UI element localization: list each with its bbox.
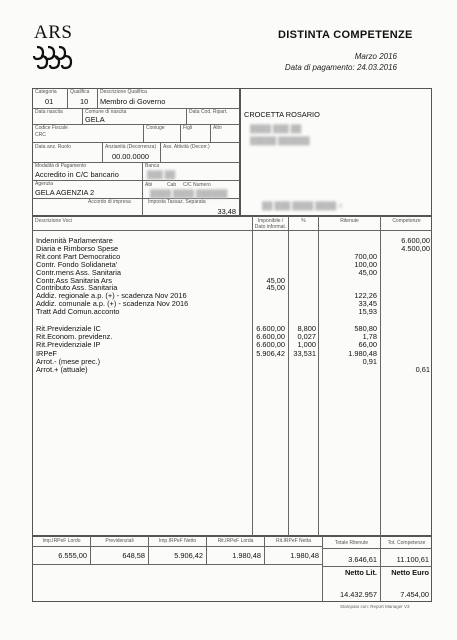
redacted-bank: ███ ██ — [147, 170, 176, 179]
col-imponibile-header: Imponibile / — [257, 218, 284, 224]
row-desc: Diaria e Rimborso Spese — [36, 243, 119, 253]
figli-label: Figli — [183, 125, 193, 131]
data-cod-ripart-label: Data Cod. Ripart. — [189, 109, 228, 115]
abi-label: Abi — [145, 182, 153, 188]
row-perc: 1,000 — [297, 340, 316, 350]
imp-irpef-netto-value: 5.906,42 — [174, 551, 203, 560]
cab-label: Cab — [167, 182, 177, 188]
qualifica-label: Qualifica — [70, 89, 90, 95]
data-nascita-label: Data nascita — [35, 109, 63, 115]
col-imponibile2-header: Dato informat. — [254, 224, 287, 230]
row-desc: Rit.Previdenziale IP — [36, 340, 101, 350]
row-ritenute: 700,00 — [354, 251, 377, 261]
row-desc: Rit.Econom. previdenz. — [36, 332, 113, 342]
employee-name: CROCETTA ROSARIO — [244, 110, 320, 119]
row-imponibile: 45,00 — [266, 283, 285, 293]
desc-qualifica-value: Membro di Governo — [100, 97, 166, 106]
col-perc-header: % — [301, 218, 306, 224]
col-desc-header: Descrizione Voci — [35, 218, 72, 224]
ass-label: Ass. Attività (Decorr.) — [163, 144, 210, 150]
coniuge-label: Coniuge — [146, 125, 165, 131]
row-desc: Arrot.- (mese prec.) — [36, 356, 101, 366]
row-ritenute: 100,00 — [354, 259, 377, 269]
categoria-value: 01 — [45, 97, 54, 106]
previdenziali-value: 648,58 — [122, 551, 145, 560]
row-desc: Rit.cont Part Democratico — [36, 251, 121, 261]
row-ritenute: 1,78 — [362, 332, 377, 342]
banca-label: Banca — [145, 163, 160, 169]
previdenziali-label: Previdenziali — [105, 538, 134, 544]
col-competenze-header: Competenze — [392, 218, 421, 224]
row-ritenute: 1.980,48 — [348, 348, 377, 358]
redacted-iban: ██ ███ ████ ████ 4 — [262, 201, 343, 210]
imp-irpef-lordo-label: Imp.IRPeF Lordo — [42, 538, 81, 544]
document-title: DISTINTA COMPETENZE — [278, 29, 413, 41]
row-desc: Addiz. regionale a.p. (+) - scadenza Nov 2016 — [36, 291, 187, 301]
info-right-box — [240, 88, 432, 216]
row-desc: Indennità Parlamentare — [36, 236, 113, 245]
codice-fiscale-value: CRC — [35, 132, 46, 138]
rit-irpef-lorda-label: Rit.IRPeF Lorda — [217, 538, 254, 544]
row-ritenute: 0,91 — [362, 356, 377, 366]
row-imponibile: 6.600,00 — [256, 324, 285, 333]
anzianita-label: Anzianità (Decorrenza) — [105, 144, 157, 150]
row-perc: 8,800 — [297, 324, 316, 333]
redacted-account: ████ ████ ██████ — [150, 189, 228, 198]
accordo-label: Accordo di impresa — [88, 199, 131, 205]
codice-fiscale-label: Codice Fiscale — [35, 125, 68, 131]
totale-ritenute-label: Totale Ritenute — [334, 540, 369, 546]
payment-date: Data di pagamento: 24.03.2016 — [284, 63, 397, 72]
row-desc: Rit.Previdenziale IC — [36, 324, 101, 333]
col-ritenute-header: Ritenute — [340, 218, 359, 224]
row-ritenute: 580,80 — [354, 324, 377, 333]
row-perc: 33,531 — [293, 348, 316, 358]
netto-lit-value: 14.432.957 — [340, 590, 377, 599]
altri-label: Altri — [213, 125, 222, 131]
ars-logo-icon — [32, 44, 74, 70]
imposta-label: Imposta Tassaz. Separata — [148, 199, 206, 205]
row-competenze: 6.600,00 — [401, 236, 430, 245]
rit-irpef-lorda-value: 1.980,48 — [232, 551, 261, 560]
rit-irpef-netta-value: 1.980,48 — [290, 551, 319, 560]
imposta-value: 33,48 — [217, 207, 236, 216]
agenzia-value: GELA AGENZIA 2 — [35, 188, 95, 197]
comune-nascita-label: Comune di nascita — [85, 109, 127, 115]
row-desc: Arrot.+ (attuale) — [36, 365, 88, 374]
redacted-city: █████ ██████ — [250, 136, 310, 145]
row-competenze: 0,61 — [415, 365, 430, 374]
numero-label: C/C Numero — [183, 182, 211, 188]
row-desc: Tratt Add Comun.acconto — [36, 307, 120, 317]
row-desc: Contributo Ass. Sanitaria — [36, 283, 118, 293]
row-ritenute: 15,93 — [358, 307, 377, 317]
modalita-label: Modalità di Pagamento — [35, 163, 87, 169]
qualifica-value: 10 — [80, 97, 89, 106]
desc-qualifica-label: Descrizione Qualifica — [100, 89, 147, 95]
redacted-address: ████ ███ ██ — [250, 124, 302, 133]
categoria-label: Categoria — [35, 89, 57, 95]
row-desc: Addiz. comunale a.p. (+) - scadenza Nov 2016 — [36, 299, 189, 309]
row-competenze: 4.500,00 — [401, 243, 430, 253]
netto-euro-value: 7.454,00 — [400, 590, 429, 599]
anzianita-value: 00.00.0000 — [112, 152, 149, 161]
ars-logo-text: ARS — [34, 22, 73, 43]
tot-competenze-value: 11.100,61 — [396, 555, 429, 564]
netto-euro-label: Netto Euro — [391, 568, 429, 577]
modalita-value: Accredito in C/C bancario — [35, 170, 119, 179]
row-imponibile: 45,00 — [266, 275, 285, 285]
imp-irpef-netto-label: Imp.IRPeF Netto — [158, 538, 197, 544]
row-desc: IRPeF — [36, 348, 57, 358]
totale-ritenute-value: 3.646,61 — [348, 555, 377, 564]
row-imponibile: 6.600,00 — [256, 332, 285, 342]
agenzia-label: Agenzia — [35, 181, 54, 187]
row-desc: Contr. Fondo Solidaneta' — [36, 259, 118, 269]
rit-irpef-netta-label: Rit.IRPeF Netta — [275, 538, 311, 544]
data-anz-label: Data anz. Ruolo — [35, 144, 71, 150]
row-ritenute: 45,00 — [358, 267, 377, 277]
row-desc: Contr.Ass Sanitaria Ars — [36, 275, 112, 285]
row-imponibile: 5.906,42 — [256, 348, 285, 358]
netto-lit-label: Netto Lit. — [344, 568, 377, 577]
row-ritenute: 66,00 — [358, 340, 377, 350]
row-desc: Contr.mens Ass. Sanitaria — [36, 267, 122, 277]
row-perc: 0,027 — [297, 332, 316, 342]
row-ritenute: 33,45 — [358, 299, 377, 309]
comune-nascita-value: GELA — [85, 115, 105, 124]
row-imponibile: 6.600,00 — [256, 340, 285, 350]
tot-competenze-label: Tot. Competenze — [387, 540, 426, 546]
stamp-footer: Stampato con: Report Manager V3 — [340, 604, 410, 609]
imp-irpef-lordo-value: 6.555,00 — [58, 551, 87, 560]
row-ritenute: 122,26 — [354, 291, 377, 301]
period: Marzo 2016 — [354, 52, 397, 61]
